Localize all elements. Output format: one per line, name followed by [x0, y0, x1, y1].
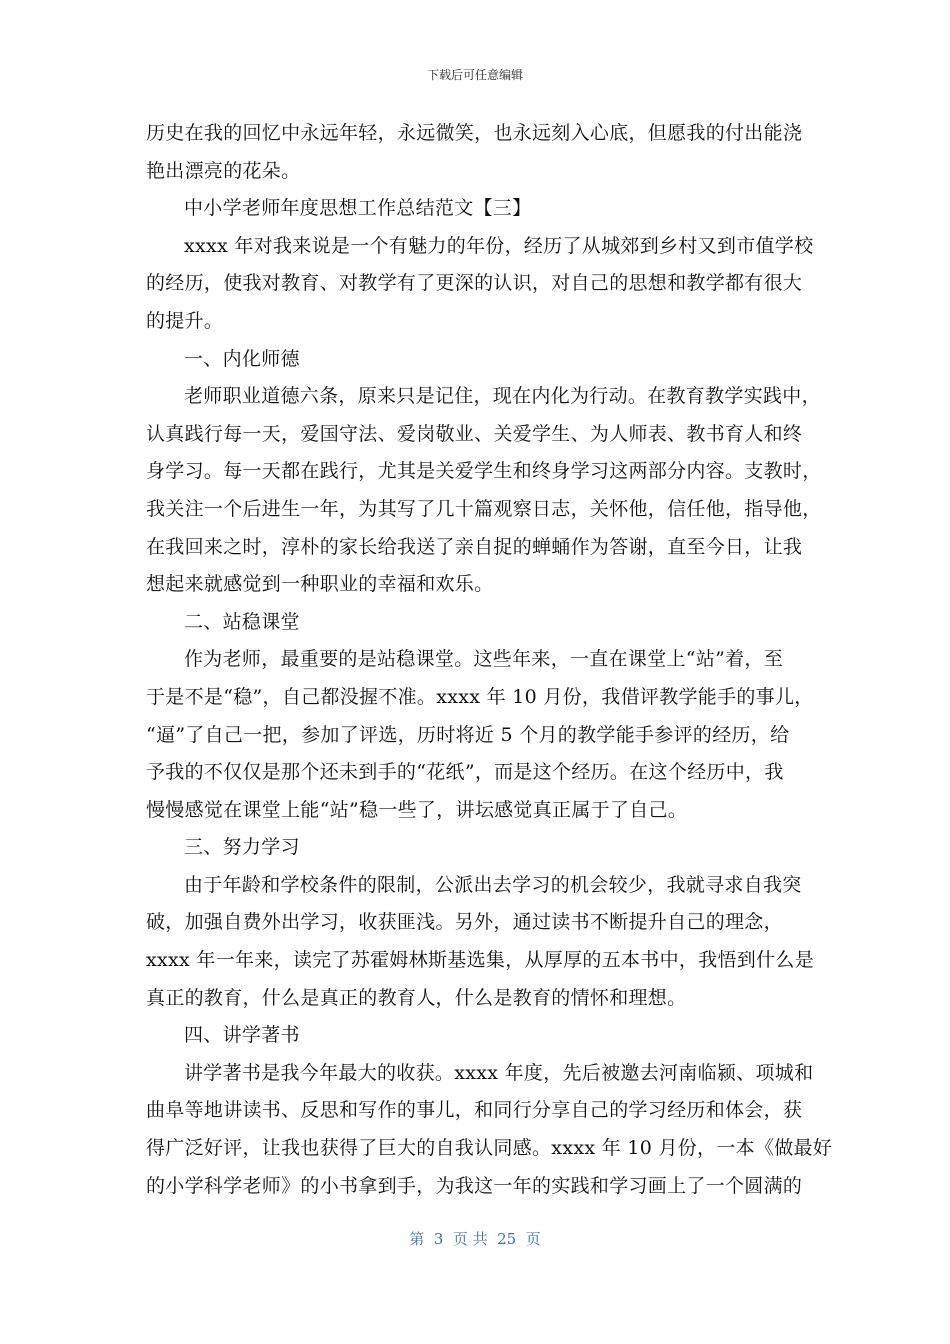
- section-heading: 三、努力学习: [184, 836, 300, 859]
- text-line: 的经历，使我对教育、对教学有了更深的认识，对自己的思想和教学都有很大: [146, 272, 803, 295]
- text-line: “逼”了自己一把，参加了评选，历时将近 5 个月的教学能手参评的经历，给: [146, 723, 790, 746]
- page-number-footer: 第 3 页 共 25 页: [409, 1230, 541, 1248]
- text-line: 慢慢感觉在课堂上能“站”稳一些了，讲坛感觉真正属于了自己。: [146, 798, 688, 821]
- text-line: 由于年龄和学校条件的限制，公派出去学习的机会较少，我就寻求自我突: [184, 873, 802, 896]
- text-line: 老师职业道德六条，原来只是记住，现在内化为行动。在教育教学实践中，: [184, 385, 821, 408]
- text-line: 的小学科学老师》的小书拿到手，为我这一年的实践和学习画上了一个圆满的: [146, 1174, 803, 1197]
- text-line: 作为老师，最重要的是站稳课堂。这些年来，一直在课堂上“站”着，至: [184, 648, 784, 671]
- section-title: 中小学老师年度思想工作总结范文【三】: [184, 197, 532, 220]
- page-header: 下载后可任意编辑: [426, 68, 523, 82]
- text-line: xxxx 年一年来，读完了苏霍姆林斯基选集，从厚厚的五本书中，我悟到什么是: [146, 949, 815, 972]
- text-line: 曲阜等地讲读书、反思和写作的事儿，和同行分享自己的学习经历和体会，获: [146, 1099, 803, 1122]
- text-line: 讲学著书是我今年最大的收获。xxxx 年度，先后被邀去河南临颍、项城和: [184, 1061, 814, 1084]
- text-line: 我关注一个后进生一年，为其写了几十篇观察日志，关怀他，信任他，指导他，: [146, 497, 822, 520]
- document-body: [146, 115, 833, 1205]
- section-heading: 四、讲学著书: [184, 1024, 300, 1047]
- text-line: 身学习。每一天都在践行，尤其是关爱学生和终身学习这两部分内容。支教时，: [146, 460, 822, 483]
- text-line: 历史在我的回忆中永远年轻，永远微笑，也永远刻入心底，但愿我的付出能浇: [146, 122, 803, 144]
- text-line: 予我的不仅仅是那个还未到手的“花纸”，而是这个经历。在这个经历中，我: [146, 761, 784, 784]
- section-heading: 二、站稳课堂: [184, 610, 300, 633]
- text-line: 得广泛好评，让我也获得了巨大的自我认同感。xxxx 年 10 月份，一本《做最好: [146, 1137, 833, 1160]
- section-heading: 一、内化师德: [184, 347, 300, 370]
- text-line: 的提升。: [146, 309, 224, 332]
- text-line: 破，加强自费外出学习，收获匪浅。另外，通过读书不断提升自己的理念，: [146, 911, 783, 934]
- text-line: 认真践行每一天，爱国守法、爱岗敬业、关爱学生、为人师表、教书育人和终: [146, 422, 803, 445]
- text-line: 在我回来之时，淳朴的家长给我送了亲自捉的蝉蛹作为答谢，直至今日，让我: [146, 535, 803, 558]
- text-line: 于是不是“稳”，自己都没握不准。xxxx 年 10 月份，我借评教学能手的事儿，: [146, 685, 814, 708]
- text-line: 艳出漂亮的花朵。: [146, 159, 301, 182]
- text-line: xxxx 年对我来说是一个有魅力的年份，经历了从城郊到乡村又到市值学校: [184, 234, 814, 257]
- text-line: 真正的教育，什么是真正的教育人，什么是教育的情怀和理想。: [146, 986, 687, 1009]
- text-line: 想起来就感觉到一种职业的幸福和欢乐。: [146, 573, 494, 596]
